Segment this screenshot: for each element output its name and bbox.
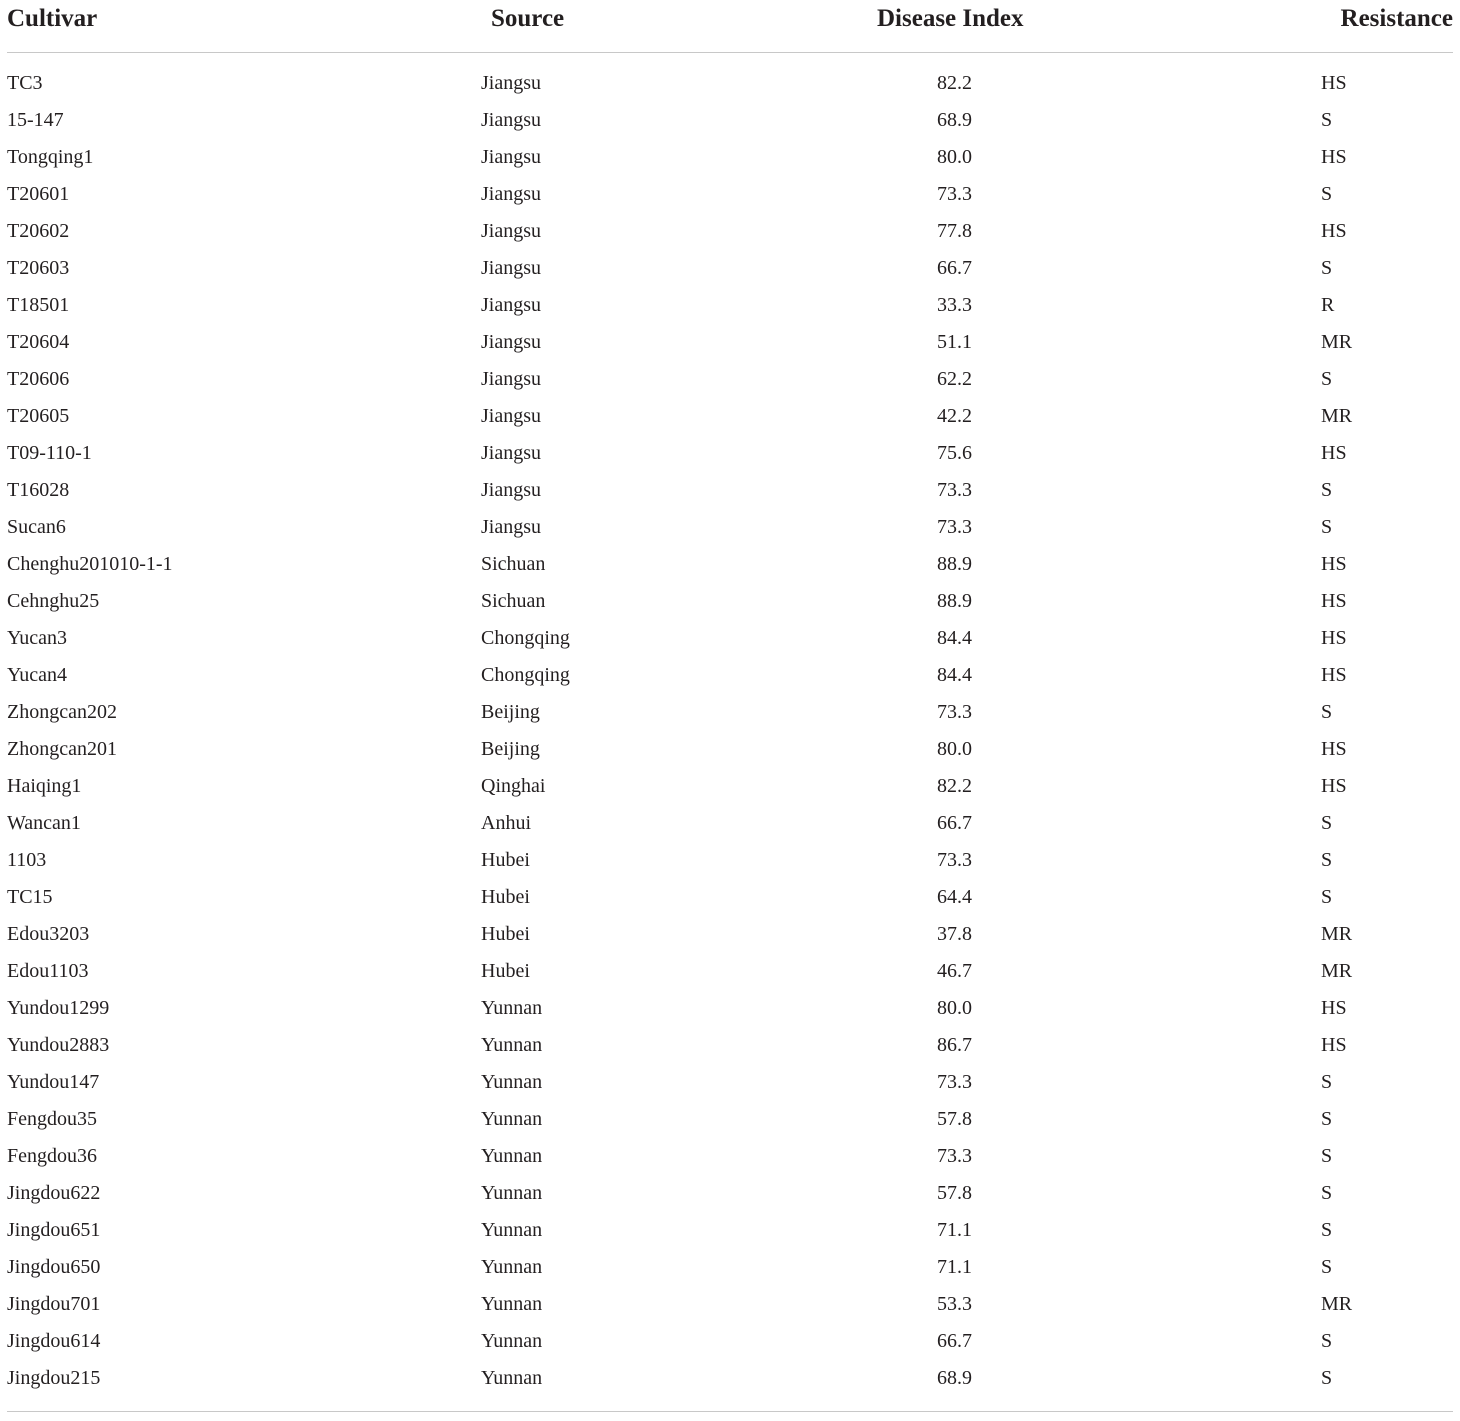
resistance-cell: HS: [1321, 72, 1347, 94]
resistance-cell: S: [1321, 1145, 1333, 1167]
source-cell: Jiangsu: [481, 368, 541, 390]
disease-index-cell: 46.7: [937, 960, 972, 982]
resistance-cell: HS: [1321, 1034, 1347, 1056]
source-cell: Jiangsu: [481, 294, 541, 316]
cultivar-cell: Wancan1: [7, 812, 81, 834]
table-row: [7, 1249, 1453, 1286]
cultivar-cell: Jingdou215: [7, 1367, 101, 1389]
table-row: [7, 731, 1453, 768]
cultivar-cell: T20605: [7, 405, 70, 427]
table-row: [7, 102, 1453, 139]
table-row: [7, 953, 1453, 990]
table-row: [7, 1101, 1453, 1138]
cultivar-cell: Jingdou650: [7, 1256, 101, 1278]
resistance-cell: S: [1321, 849, 1333, 871]
resistance-cell: MR: [1321, 923, 1353, 945]
cultivar-cell: T20601: [7, 183, 70, 205]
table-row: [7, 472, 1453, 509]
table-row: [7, 1064, 1453, 1101]
source-cell: Hubei: [481, 886, 530, 908]
disease-index-cell: 84.4: [937, 627, 972, 649]
resistance-cell: S: [1321, 516, 1333, 538]
disease-index-cell: 73.3: [937, 849, 972, 871]
table-row: [7, 1027, 1453, 1064]
table-row: [7, 583, 1453, 620]
source-cell: Hubei: [481, 849, 530, 871]
bottom-rule: [7, 1411, 1453, 1412]
source-cell: Jiangsu: [481, 109, 541, 131]
cultivar-cell: Yucan4: [7, 664, 67, 686]
table-row: [7, 287, 1453, 324]
table-row: [7, 805, 1453, 842]
table-row: [7, 1286, 1453, 1323]
resistance-cell: S: [1321, 812, 1333, 834]
source-cell: Jiangsu: [481, 220, 541, 242]
cultivar-cell: TC3: [7, 72, 43, 94]
header-resistance: Resistance: [1340, 5, 1453, 32]
cultivar-cell: Yundou2883: [7, 1034, 110, 1056]
cultivar-cell: T20603: [7, 257, 70, 279]
disease-index-cell: 42.2: [937, 405, 972, 427]
source-cell: Beijing: [481, 701, 540, 723]
header-cultivar: Cultivar: [7, 5, 98, 32]
cultivar-cell: T20604: [7, 331, 70, 353]
disease-index-cell: 80.0: [937, 997, 972, 1019]
resistance-cell: S: [1321, 1108, 1333, 1130]
source-cell: Hubei: [481, 960, 530, 982]
cultivar-cell: T20602: [7, 220, 70, 242]
source-cell: Yunnan: [481, 1145, 543, 1167]
source-cell: Yunnan: [481, 1330, 543, 1352]
source-cell: Qinghai: [481, 775, 546, 797]
resistance-cell: HS: [1321, 146, 1347, 168]
source-cell: Chongqing: [481, 664, 570, 686]
disease-index-cell: 68.9: [937, 109, 972, 131]
source-cell: Chongqing: [481, 627, 570, 649]
cultivar-cell: Zhongcan202: [7, 701, 117, 723]
resistance-cell: S: [1321, 109, 1333, 131]
disease-index-cell: 62.2: [937, 368, 972, 390]
disease-index-cell: 51.1: [937, 331, 972, 353]
cultivar-cell: T18501: [7, 294, 70, 316]
disease-index-cell: 88.9: [937, 553, 972, 575]
source-cell: Yunnan: [481, 1367, 543, 1389]
disease-index-cell: 77.8: [937, 220, 972, 242]
resistance-cell: MR: [1321, 960, 1353, 982]
cultivar-cell: Cehnghu25: [7, 590, 100, 612]
resistance-cell: HS: [1321, 997, 1347, 1019]
resistance-cell: HS: [1321, 738, 1347, 760]
resistance-cell: HS: [1321, 775, 1347, 797]
disease-index-cell: 57.8: [937, 1182, 972, 1204]
disease-index-cell: 73.3: [937, 1071, 972, 1093]
cultivar-cell: T09-110-1: [7, 442, 92, 464]
resistance-cell: S: [1321, 1330, 1333, 1352]
source-cell: Jiangsu: [481, 257, 541, 279]
disease-index-cell: 66.7: [937, 1330, 972, 1352]
source-cell: Jiangsu: [481, 72, 541, 94]
cultivar-cell: Tongqing1: [7, 146, 94, 168]
disease-index-cell: 66.7: [937, 812, 972, 834]
disease-index-cell: 53.3: [937, 1293, 972, 1315]
table-row: [7, 1323, 1453, 1360]
source-cell: Jiangsu: [481, 405, 541, 427]
resistance-cell: S: [1321, 183, 1333, 205]
source-cell: Hubei: [481, 923, 530, 945]
disease-index-cell: 88.9: [937, 590, 972, 612]
cultivar-cell: Fengdou36: [7, 1145, 97, 1167]
cultivar-cell: 15-147: [7, 109, 64, 131]
cultivar-cell: Zhongcan201: [7, 738, 117, 760]
cultivar-cell: Jingdou651: [7, 1219, 101, 1241]
disease-index-cell: 64.4: [937, 886, 972, 908]
cultivar-cell: Fengdou35: [7, 1108, 97, 1130]
resistance-cell: S: [1321, 1367, 1333, 1389]
disease-index-cell: 86.7: [937, 1034, 972, 1056]
disease-index-cell: 73.3: [937, 1145, 972, 1167]
resistance-cell: S: [1321, 886, 1333, 908]
resistance-cell: S: [1321, 479, 1333, 501]
table-row: [7, 694, 1453, 731]
source-cell: Sichuan: [481, 553, 546, 575]
disease-index-cell: 57.8: [937, 1108, 972, 1130]
table-row: [7, 1360, 1453, 1397]
disease-index-cell: 71.1: [937, 1256, 972, 1278]
table-row: [7, 1138, 1453, 1175]
resistance-cell: S: [1321, 257, 1333, 279]
resistance-cell: HS: [1321, 627, 1347, 649]
header-source: Source: [491, 5, 565, 32]
source-cell: Yunnan: [481, 1256, 543, 1278]
table-row: [7, 361, 1453, 398]
cultivar-cell: Haiqing1: [7, 775, 82, 797]
table-row: [7, 65, 1453, 102]
disease-index-cell: 73.3: [937, 183, 972, 205]
disease-index-cell: 80.0: [937, 738, 972, 760]
source-cell: Jiangsu: [481, 146, 541, 168]
disease-index-cell: 73.3: [937, 479, 972, 501]
disease-index-cell: 37.8: [937, 923, 972, 945]
disease-index-cell: 66.7: [937, 257, 972, 279]
table-row: [7, 213, 1453, 250]
source-cell: Jiangsu: [481, 516, 541, 538]
source-cell: Beijing: [481, 738, 540, 760]
disease-index-cell: 71.1: [937, 1219, 972, 1241]
resistance-cell: HS: [1321, 220, 1347, 242]
source-cell: Yunnan: [481, 997, 543, 1019]
table-row: [7, 250, 1453, 287]
cultivar-cell: T16028: [7, 479, 70, 501]
table-row: [7, 509, 1453, 546]
source-cell: Yunnan: [481, 1219, 543, 1241]
resistance-cell: HS: [1321, 442, 1347, 464]
resistance-cell: S: [1321, 1256, 1333, 1278]
cultivar-cell: Edou1103: [7, 960, 89, 982]
source-cell: Yunnan: [481, 1182, 543, 1204]
table-row: [7, 546, 1453, 583]
disease-index-cell: 73.3: [937, 516, 972, 538]
disease-index-cell: 33.3: [937, 294, 972, 316]
cultivar-cell: Yundou1299: [7, 997, 110, 1019]
disease-index-cell: 82.2: [937, 775, 972, 797]
table-row: [7, 398, 1453, 435]
table-row: [7, 176, 1453, 213]
cultivar-cell: Yundou147: [7, 1071, 100, 1093]
table-row: [7, 990, 1453, 1027]
disease-index-cell: 68.9: [937, 1367, 972, 1389]
cultivar-cell: Yucan3: [7, 627, 67, 649]
resistance-cell: MR: [1321, 405, 1353, 427]
disease-index-cell: 80.0: [937, 146, 972, 168]
resistance-cell: MR: [1321, 1293, 1353, 1315]
table-header: [7, 0, 1453, 53]
cultivar-cell: Sucan6: [7, 516, 66, 538]
cultivar-cell: Jingdou614: [7, 1330, 101, 1352]
source-cell: Jiangsu: [481, 331, 541, 353]
table-row: [7, 1175, 1453, 1212]
source-cell: Yunnan: [481, 1108, 543, 1130]
header-disease-index: Disease Index: [877, 5, 1024, 32]
resistance-cell: HS: [1321, 664, 1347, 686]
cultivar-cell: TC15: [7, 886, 53, 908]
table-row: [7, 768, 1453, 805]
resistance-cell: R: [1321, 294, 1335, 316]
source-cell: Anhui: [481, 812, 531, 834]
resistance-cell: S: [1321, 1071, 1333, 1093]
table-row: [7, 842, 1453, 879]
resistance-cell: S: [1321, 368, 1333, 390]
disease-index-cell: 75.6: [937, 442, 972, 464]
source-cell: Jiangsu: [481, 479, 541, 501]
resistance-cell: HS: [1321, 553, 1347, 575]
disease-index-cell: 73.3: [937, 701, 972, 723]
table-row: [7, 879, 1453, 916]
table-body: [7, 65, 1453, 1397]
table-row: [7, 1212, 1453, 1249]
cultivar-cell: Edou3203: [7, 923, 90, 945]
table-row: [7, 657, 1453, 694]
source-cell: Sichuan: [481, 590, 546, 612]
resistance-cell: HS: [1321, 590, 1347, 612]
resistance-cell: S: [1321, 1219, 1333, 1241]
cultivar-table: [7, 0, 1453, 1389]
source-cell: Jiangsu: [481, 442, 541, 464]
source-cell: Yunnan: [481, 1071, 543, 1093]
table-row: [7, 620, 1453, 657]
resistance-cell: MR: [1321, 331, 1353, 353]
cultivar-cell: Chenghu201010-1-1: [7, 553, 173, 575]
cultivar-cell: Jingdou622: [7, 1182, 101, 1204]
source-cell: Yunnan: [481, 1293, 543, 1315]
table-row: [7, 435, 1453, 472]
resistance-cell: S: [1321, 701, 1333, 723]
source-cell: Yunnan: [481, 1034, 543, 1056]
disease-index-cell: 82.2: [937, 72, 972, 94]
disease-index-cell: 84.4: [937, 664, 972, 686]
cultivar-cell: 1103: [7, 849, 47, 871]
table-row: [7, 139, 1453, 176]
table-row: [7, 324, 1453, 361]
cultivar-cell: Jingdou701: [7, 1293, 101, 1315]
table-row: [7, 916, 1453, 953]
source-cell: Jiangsu: [481, 183, 541, 205]
cultivar-cell: T20606: [7, 368, 70, 390]
resistance-cell: S: [1321, 1182, 1333, 1204]
